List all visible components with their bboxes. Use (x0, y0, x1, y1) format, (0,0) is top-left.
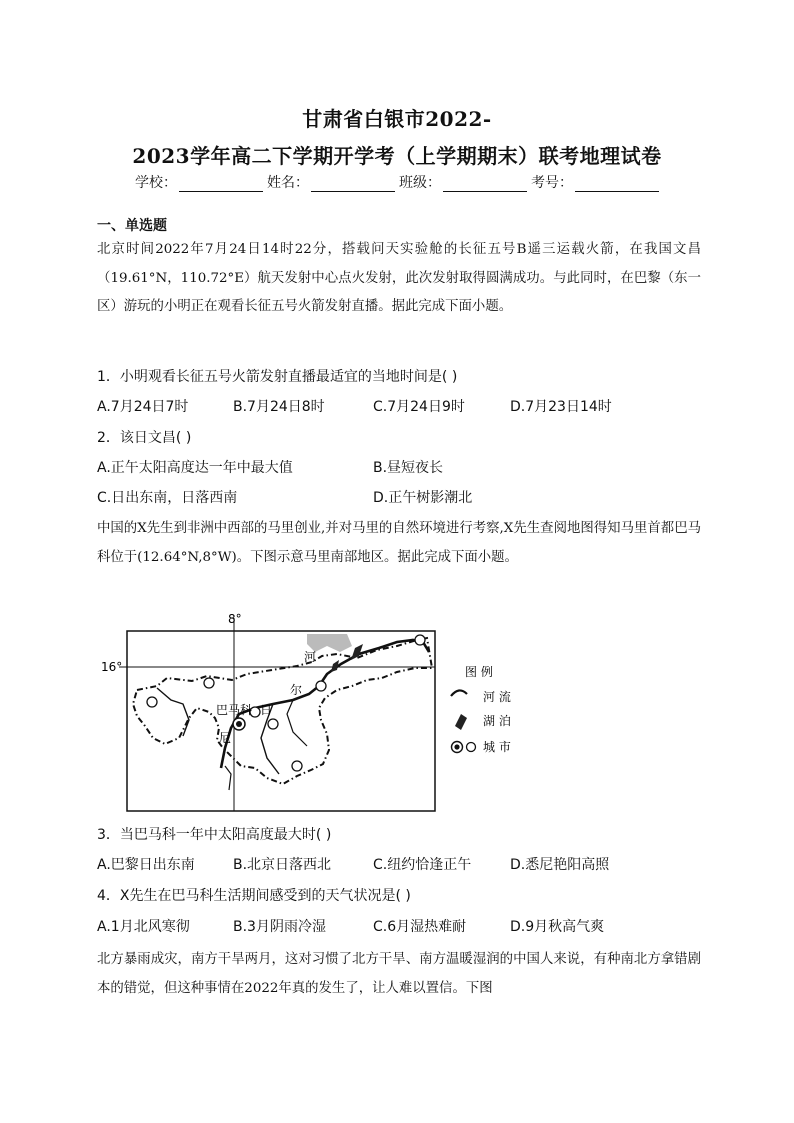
q1-option-b[interactable]: B.7月24日8时 (233, 399, 325, 415)
passage-3: 北方暴雨成灾，南方干旱两月，这对习惯了北方干旱、南方温暖湿润的中国人来说，有种南北方拿错剧本的错觉，但这种事情在2022年真的发生了，让人难以置信。下图 (97, 952, 701, 996)
capital-marker-inner (236, 721, 242, 727)
student-info-row (0, 172, 794, 192)
legend-lake-icon (455, 714, 467, 730)
name-blank[interactable] (311, 177, 395, 192)
class-field[interactable] (399, 172, 527, 192)
river-tributary-2 (287, 700, 307, 746)
class-label: 班级： (399, 175, 441, 191)
legend-river-icon (451, 690, 467, 696)
q3-option-d[interactable]: D.悉尼艳阳高照 (510, 857, 610, 873)
legend-river-label: 河 流 (483, 690, 511, 704)
question-2-stem: 2．该日文昌( ) (97, 430, 192, 446)
q4-option-c[interactable]: C.6月湿热难耐 (373, 919, 467, 935)
map-frame (127, 631, 435, 811)
exam-title-line2: 2023学年高二下学期开学考（上学期期末）联考地理试卷 (132, 144, 662, 168)
niger-river (221, 640, 429, 768)
mali-map-svg (97, 608, 537, 818)
q2-option-c[interactable]: C.日出东南，日落西南 (97, 490, 238, 506)
name-label: 姓名： (267, 175, 309, 191)
q4-option-d[interactable]: D.9月秋高气爽 (510, 919, 605, 935)
question-1-stem: 1．小明观看长征五号火箭发射直播最适宜的当地时间是( ) (97, 369, 458, 385)
question-4-stem: 4．X先生在巴马科生活期间感受到的天气状况是( ) (97, 888, 411, 904)
q1-option-d[interactable]: D.7月23日14时 (510, 399, 612, 415)
city-marker-mopti (316, 681, 326, 691)
legend-city-icon (467, 743, 476, 752)
q2-option-d[interactable]: D.正午树影潮北 (373, 490, 473, 506)
capital-label: 巴马科 (216, 703, 253, 717)
section-heading: 一、单选题 (97, 218, 167, 234)
country-border (133, 638, 432, 784)
legend-lake-label: 湖 泊 (483, 714, 511, 728)
river-char-1: 河 (304, 650, 317, 664)
longitude-label: 8° (228, 612, 242, 626)
school-field[interactable] (135, 172, 263, 192)
river-char-2: 尔 (290, 683, 303, 697)
river-char-3: 日 (260, 703, 273, 717)
river-char-4: 尼 (219, 731, 232, 745)
city-marker-s2 (292, 761, 302, 771)
name-field[interactable] (267, 172, 395, 192)
city-marker-w (147, 697, 157, 707)
q1-option-a[interactable]: A.7月24日7时 (97, 399, 189, 415)
passage-2: 中国的X先生到非洲中西部的马里创业,并对马里的自然环境进行考察,X先生查阅地图得知马里首都巴马科位于(12.64°N,8°W)。下图示意马里南部地区。据此完成下面小题。 (97, 521, 701, 565)
school-label: 学校： (135, 175, 177, 191)
q3-option-a[interactable]: A.巴黎日出东南 (97, 857, 195, 873)
q4-option-a[interactable]: A.1月北风寒彻 (97, 919, 190, 935)
city-marker-s1 (268, 719, 278, 729)
legend-title: 图 例 (465, 665, 493, 679)
q3-option-c[interactable]: C.纽约恰逢正午 (373, 857, 472, 873)
exam-no-label: 考号： (531, 175, 573, 191)
q2-option-a[interactable]: A.正午太阳高度达一年中最大值 (97, 460, 293, 476)
mali-map-figure (97, 608, 537, 818)
latitude-label: 16° (101, 660, 123, 674)
exam-title-line1: 甘肃省白银市2022- (302, 107, 492, 131)
passage-1: 北京时间2022年7月24日14时22分，搭载问天实验舱的长征五号B遥三运载火箭，在我国文昌（19.61°N，110.72°E）航天发射中心点火发射，此次发射取得圆满成功。与此同时，在巴黎（东一区）游玩的小明正在观看长征五号火箭发射直播。据此完成下面小题。 (97, 242, 701, 314)
legend-city-label: 城 市 (483, 740, 511, 754)
river-tributary-4 (225, 766, 231, 790)
school-blank[interactable] (179, 177, 263, 192)
q1-option-c[interactable]: C.7月24日9时 (373, 399, 465, 415)
exam-no-field[interactable] (531, 172, 659, 192)
q2-option-b[interactable]: B.昼短夜长 (373, 460, 444, 476)
lake-2 (331, 660, 339, 672)
question-3-stem: 3．当巴马科一年中太阳高度最大时( ) (97, 827, 332, 843)
class-blank[interactable] (443, 177, 527, 192)
legend-capital-inner (454, 744, 459, 749)
exam-no-blank[interactable] (575, 177, 659, 192)
q4-option-b[interactable]: B.3月阴雨冷湿 (233, 919, 326, 935)
city-marker-nw (204, 678, 214, 688)
city-marker-ne (415, 635, 425, 645)
q3-option-b[interactable]: B.北京日落西北 (233, 857, 332, 873)
